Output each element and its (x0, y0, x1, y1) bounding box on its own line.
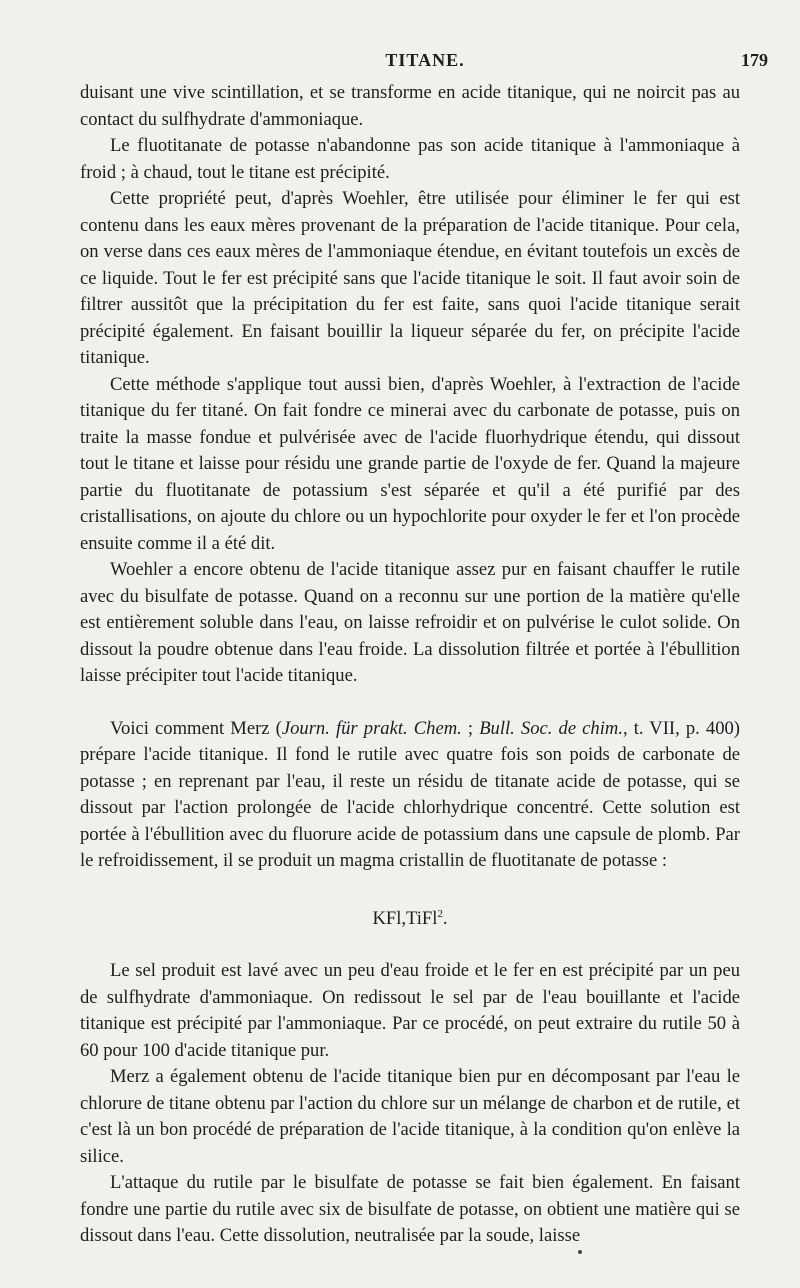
running-head (80, 50, 770, 74)
citation-journal: Journ. für prakt. Chem. (281, 717, 462, 739)
paragraph: Le fluotitanate de potasse n'abandonne pas son acide titanique à l'ammoniaque à froid ; à chaud, tout le titane est précipité. (80, 135, 740, 183)
formula-exponent: 2 (437, 907, 443, 920)
paragraph: Le sel produit est lavé avec un peu d'eau froide et le fer en est précipité par un peu de sulfhydrate d'ammoniaque. On redissout le sel par de l'eau bouillante et l'acide titanique est précipité par l'ammoniaque. Par ce procédé, on peut extraire du rutile 50 à 60 pour 100 d'acide titanique pur. (80, 960, 740, 1061)
text-run: Voici comment Merz ( (110, 717, 282, 739)
paragraph: L'attaque du rutile par le bisulfate de potasse se fait bien également. En faisant fondre une partie du rutile avec six de bisulfate de potasse, on obtient une matière qui se dissout dans l'eau. Cette dissolution, neutralisée par la soude, laisse (80, 1172, 740, 1247)
citation-bulletin: Bull. Soc. de chim. (479, 717, 623, 739)
chapter-title: TITANE. (385, 50, 465, 70)
paragraph: Cette méthode s'applique tout aussi bien, d'après Woehler, à l'extraction de l'acide titanique du fer titané. On fait fondre ce minerai avec du carbonate de potasse, puis on traite la masse fondue et pulvérisée avec de l'acide fluorhydrique étendu, qui dissout tout le titane et laisse pour résidu une grande partie de l'oxyde de fer. Quand la majeure partie du fluotitanate de potassium s'est séparée et qu'il a été purifié par des cristallisations, on ajoute du chlore ou un hypochlorite pour oxyder le fer et l'on procède ensuite comme il a été dit. (80, 373, 740, 554)
paragraph: Merz a également obtenu de l'acide titanique bien pur en décomposant par l'eau le chlorure de titane obtenu par l'action du chlore sur un mélange de charbon et de rutile, et c'est là un bon procédé de préparation de l'acide titanique, à la condition qu'on enlève la silice. (80, 1066, 740, 1167)
paragraph: Cette propriété peut, d'après Woehler, être utilisée pour éliminer le fer qui est contenu dans les eaux mères provenant de la préparation de l'acide titanique. Pour cela, on verse dans ces eaux mères de l'ammoniaque étendue, en évitant toutefois un excès de ce liquide. Tout le fer est précipité sans que l'acide titanique le soit. Il faut avoir soin de filtrer aussitôt que la précipitation du fer est faite, sans quoi l'acide titanique serait précipité également. En faisant bouillir la liqueur séparée du fer, on précipite l'acide titanique. (80, 188, 740, 368)
page-number: 179 (741, 50, 768, 70)
text-run: ; (461, 717, 480, 739)
print-speck (578, 1250, 582, 1254)
paragraph: Woehler a encore obtenu de l'acide titanique assez pur en faisant chauffer le rutile avec du bisulfate de potasse. Quand on a reconnu sur une portion de la matière qu'elle est entièrement soluble dans l'eau, on laisse refroidir et on pulvérise le culot solide. On dissout la poudre obtenue dans l'eau froide. La dissolution filtrée et portée à l'ébullition laisse précipiter tout l'acide titanique. (80, 559, 740, 686)
text-run: , t. VII, p. 400) prépare l'acide titanique. Il fond le rutile avec quatre fois son poids de carbonate de potasse ; en reprenant par l'eau, il reste un résidu de titanate acide de potasse, qui se dissout par l'action prolongée de l'acide chlorhydrique concentré. Cette solution est portée à l'ébullition avec du fluorure acide de potassium dans une capsule de plomb. Par le refroidissement, il se produit un magma cristallin de fluotitanate de potasse : (80, 717, 740, 871)
chemical-formula (80, 901, 740, 933)
formula-end: . (442, 907, 448, 929)
body-text (80, 80, 740, 1250)
paragraph-merz (80, 716, 740, 875)
paragraph-continuation: duisant une vive scintillation, et se transforme en acide titanique, qui ne noircit pas au contact du sulfhydrate d'ammoniaque. (80, 82, 740, 130)
formula-main: KFl,TiFl (372, 907, 438, 929)
